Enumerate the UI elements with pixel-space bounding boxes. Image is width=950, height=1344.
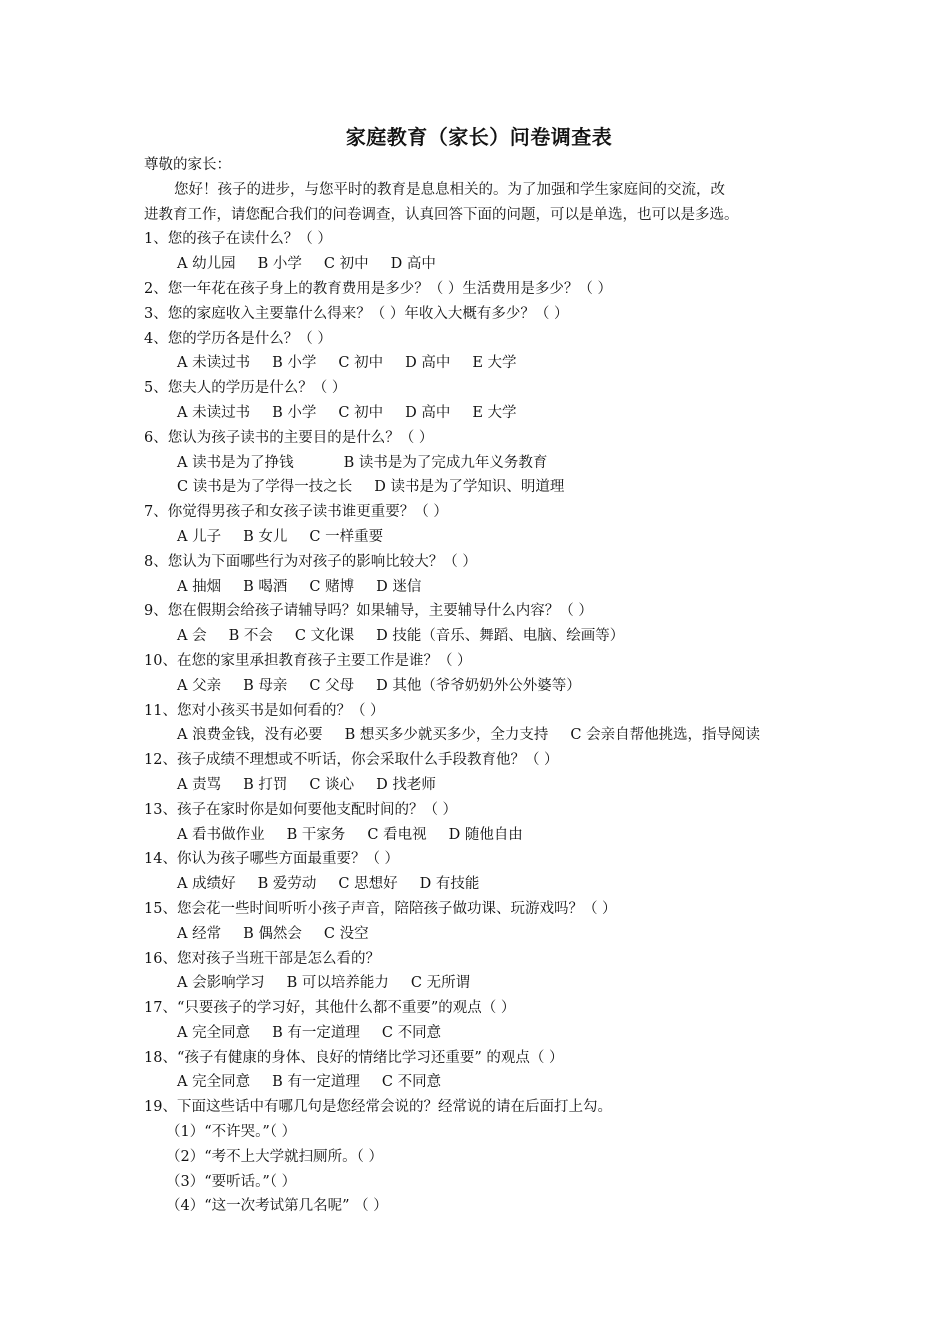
option-choice: A 幼儿园	[177, 256, 236, 273]
option-choice: A 读书是为了挣钱	[177, 454, 294, 471]
option-choice: C 初中	[338, 404, 384, 421]
question-text: 12、孩子成绩不理想或不听话，你会采取什么手段教育他？（ ）	[144, 752, 559, 769]
option-choice: B 母亲	[243, 677, 288, 694]
intro-line-1: 您好！孩子的进步，与您平时的教育是息息相关的。为了加强和学生家庭间的交流，改	[174, 181, 725, 198]
option-choice: B 读书是为了完成九年义务教育	[343, 454, 548, 471]
option-row	[144, 351, 814, 376]
option-choice: B 可以培养能力	[286, 975, 389, 992]
sub-item: （2）“考不上大学就扫厕所。（ ）	[166, 1148, 383, 1165]
question-text: 6、您认为孩子读书的主要目的是什么？（ ）	[144, 429, 434, 446]
option-choice: B 干家务	[286, 826, 346, 843]
option-choice: C 没空	[323, 925, 369, 942]
option-choice: C 一样重要	[309, 528, 384, 545]
sub-item: （3）“要听话。”（ ）	[166, 1173, 297, 1190]
option-row	[144, 971, 814, 996]
option-choice: A 未读过书	[177, 355, 251, 372]
option-choice: A 儿子	[177, 528, 222, 545]
option-choice: D 高中	[405, 404, 451, 421]
option-choice: C 赌博	[309, 578, 355, 595]
option-choice: D 高中	[405, 355, 451, 372]
option-choice: B 女儿	[243, 528, 288, 545]
option-choice: A 会影响学习	[177, 975, 265, 992]
option-choice: D 迷信	[376, 578, 422, 595]
option-choice: D 读书是为了学知识、明道理	[374, 479, 565, 496]
option-choice: A 看书做作业	[177, 826, 265, 843]
question-text: 19、下面这些话中有哪几句是您经常会说的？经常说的请在后面打上勾。	[144, 1099, 612, 1116]
question-text: 7、你觉得男孩子和女孩子读书谁更重要？（ ）	[144, 504, 448, 521]
option-choice: A 经常	[177, 925, 222, 942]
question-list	[144, 227, 814, 1120]
option-row	[144, 872, 814, 897]
option-choice: B 不会	[228, 628, 273, 645]
option-choice: E 大学	[472, 404, 517, 421]
sub-item: （4）“这一次考试第几名呢” （ ）	[166, 1198, 388, 1215]
question-text: 1、您的孩子在读什么？（ ）	[144, 231, 332, 248]
sub-item: （1）“不许哭。”（ ）	[166, 1124, 297, 1141]
option-choice: A 完全同意	[177, 1074, 251, 1091]
question-text: 13、孩子在家时你是如何要他支配时间的？（ ）	[144, 801, 458, 818]
question-text: 10、在您的家里承担教育孩子主要工作是谁？（ ）	[144, 652, 472, 669]
option-choice: C 不同意	[381, 1074, 442, 1091]
option-choice: D 其他（爷爷奶奶外公外婆等）	[376, 677, 581, 694]
option-choice: B 打罚	[243, 776, 288, 793]
option-choice: B 小学	[257, 256, 302, 273]
question-text: 9、您在假期会给孩子请辅导吗？如果辅导，主要辅导什么内容？（ ）	[144, 603, 593, 620]
option-choice: D 找老师	[376, 776, 436, 793]
option-row	[144, 624, 814, 649]
option-choice: A 浪费金钱，没有必要	[177, 727, 323, 744]
option-choice: C 初中	[323, 256, 369, 273]
option-row	[144, 1021, 814, 1046]
document-page	[144, 121, 814, 1219]
intro-line-2: 进教育工作，请您配合我们的问卷调查，认真回答下面的问题，可以是单选，也可以是多选。	[144, 206, 739, 223]
option-row	[144, 401, 814, 426]
question-text: 14、你认为孩子哪些方面最重要？（ ）	[144, 851, 400, 868]
question-text: 18、“孩子有健康的身体、良好的情绪比学习还重要” 的观点（ ）	[144, 1049, 564, 1066]
option-choice: A 未读过书	[177, 404, 251, 421]
option-choice: B 有一定道理	[272, 1074, 360, 1091]
option-choice: B 小学	[272, 404, 317, 421]
option-choice: B 爱劳动	[257, 876, 317, 893]
option-row	[144, 922, 814, 947]
page-title: 家庭教育（家长）问卷调查表	[345, 125, 613, 149]
option-choice: C 无所谓	[410, 975, 471, 992]
option-choice: B 小学	[272, 355, 317, 372]
option-choice: C 思想好	[338, 876, 398, 893]
option-choice: D 有技能	[419, 876, 480, 893]
question-text: 8、您认为下面哪些行为对孩子的影响比较大？（ ）	[144, 553, 477, 570]
sub-item-list	[144, 1120, 814, 1219]
option-choice: C 不同意	[381, 1024, 442, 1041]
option-choice: B 有一定道理	[272, 1024, 360, 1041]
option-choice: C 文化课	[294, 628, 355, 645]
option-choice: C 父母	[309, 677, 355, 694]
option-row	[144, 823, 814, 848]
option-row	[144, 525, 814, 550]
option-row	[144, 1070, 814, 1095]
question-text: 3、您的家庭收入主要靠什么得来？（ ）年收入大概有多少？（ ）	[144, 305, 569, 322]
salutation: 尊敬的家长：	[144, 157, 231, 173]
option-row	[144, 451, 814, 476]
option-choice: D 随他自由	[448, 826, 523, 843]
option-choice: C 初中	[338, 355, 384, 372]
option-choice: A 责骂	[177, 776, 222, 793]
option-row	[144, 773, 814, 798]
question-text: 2、您一年花在孩子身上的教育费用是多少？（ ）生活费用是多少？（ ）	[144, 280, 612, 297]
option-row	[144, 252, 814, 277]
option-row	[144, 575, 814, 600]
option-choice: A 完全同意	[177, 1024, 251, 1041]
option-choice: C 谈心	[309, 776, 355, 793]
option-row	[144, 723, 814, 748]
option-choice: B 偶然会	[243, 925, 302, 942]
option-choice: A 成绩好	[177, 876, 236, 893]
option-choice: C 会亲自帮他挑选，指导阅读	[570, 727, 761, 744]
option-choice: D 高中	[390, 256, 436, 273]
option-row	[144, 674, 814, 699]
question-text: 11、您对小孩买书是如何看的？（ ）	[144, 702, 385, 719]
question-text: 5、您夫人的学历是什么？（ ）	[144, 380, 347, 397]
option-choice: B 想买多少就买多少，全力支持	[344, 727, 549, 744]
question-text: 15、您会花一些时间听听小孩子声音，陪陪孩子做功课、玩游戏吗？（ ）	[144, 900, 617, 917]
option-choice: E 大学	[472, 355, 517, 372]
option-choice: A 抽烟	[177, 578, 222, 595]
option-choice: C 看电视	[367, 826, 427, 843]
option-row	[144, 475, 814, 500]
option-choice: C 读书是为了学得一技之长	[177, 479, 353, 496]
option-choice: A 父亲	[177, 677, 222, 694]
option-choice: B 喝酒	[243, 578, 288, 595]
question-text: 17、“只要孩子的学习好，其他什么都不重要”的观点（ ）	[144, 1000, 516, 1017]
question-text: 4、您的学历各是什么？（ ）	[144, 330, 332, 347]
option-choice: A 会	[177, 628, 207, 645]
question-text: 16、您对孩子当班干部是怎么看的？	[144, 950, 380, 967]
option-choice: D 技能（音乐、舞蹈、电脑、绘画等）	[376, 628, 625, 645]
